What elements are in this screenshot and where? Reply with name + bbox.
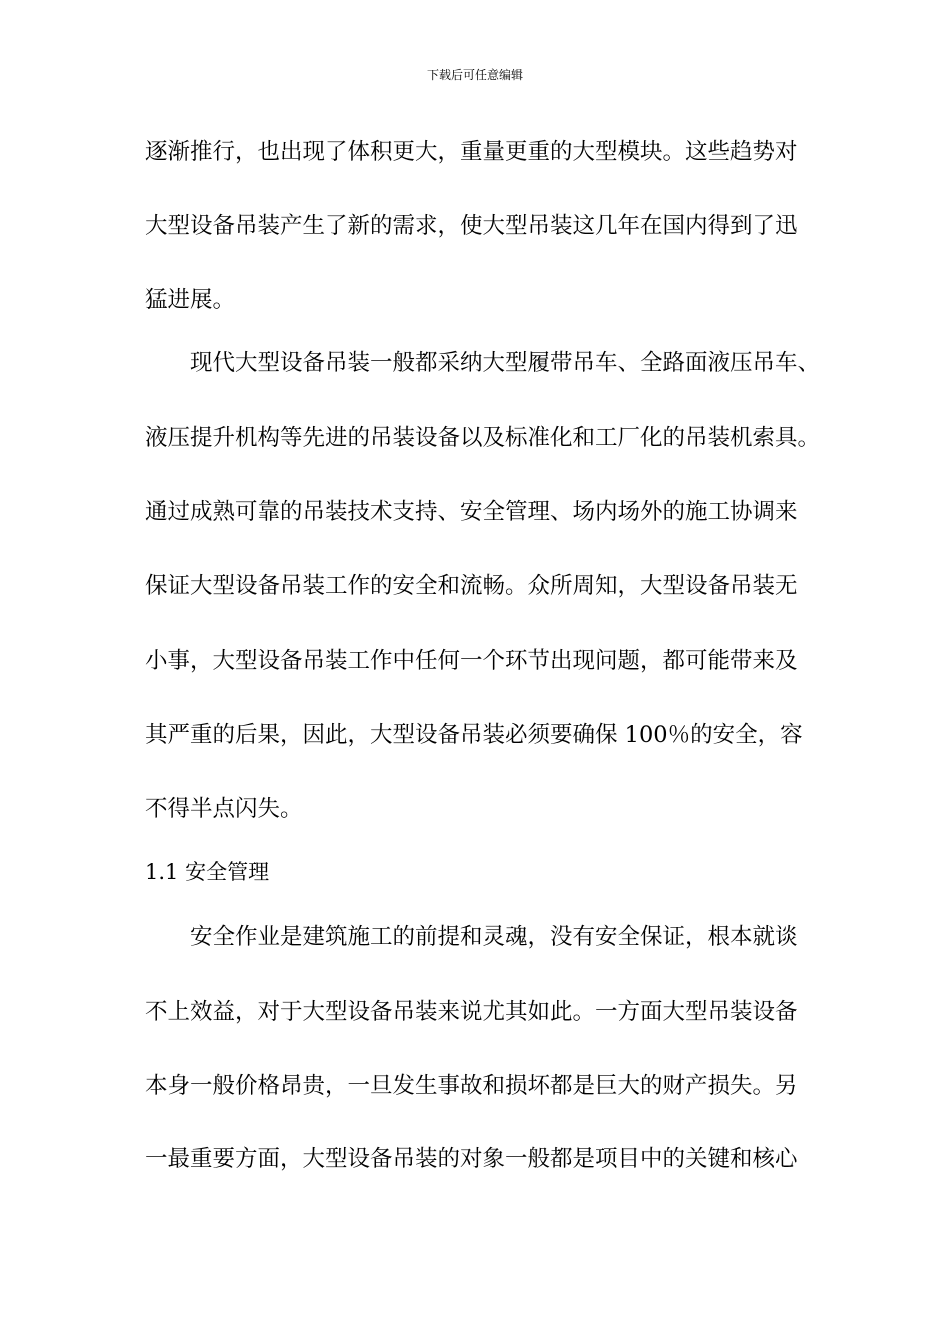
text-line: 猛进展。 <box>145 287 236 313</box>
text-line: 逐渐推行，也出现了体积更大，重量更重的大型模块。这些趋势对 <box>145 139 798 165</box>
text-line: 保证大型设备吊装工作的安全和流畅。众所周知，大型设备吊装无 <box>145 573 798 599</box>
text-line: 小事，大型设备吊装工作中任何一个环节出现问题，都可能带来及 <box>145 648 798 674</box>
text-line: 不得半点闪失。 <box>145 796 303 822</box>
text-line: 其严重的后果，因此，大型设备吊装必须要确保 100％的安全，容 <box>145 722 803 748</box>
text-line: 本身一般价格昂贵，一旦发生事故和损坏都是巨大的财产损失。另 <box>145 1073 798 1099</box>
text-line: 大型设备吊装产生了新的需求，使大型吊装这几年在国内得到了迅 <box>145 213 798 239</box>
text-line: 一最重要方面，大型设备吊装的对象一般都是项目中的关键和核心 <box>145 1146 798 1172</box>
text-line: 通过成熟可靠的吊装技术支持、安全管理、场内场外的施工协调来 <box>145 499 798 525</box>
text-line: 现代大型设备吊装一般都采纳大型履带吊车、全路面液压吊车、 <box>145 350 821 376</box>
text-line: 安全作业是建筑施工的前提和灵魂，没有安全保证，根本就谈 <box>145 924 798 950</box>
text-line: 不上效益，对于大型设备吊装来说尤其如此。一方面大型吊装设备 <box>145 999 798 1025</box>
page-header: 下载后可任意编辑 <box>426 68 523 82</box>
section-heading: 1.1 安全管理 <box>145 860 270 884</box>
text-line: 液压提升机构等先进的吊装设备以及标准化和工厂化的吊装机索具。 <box>145 425 821 451</box>
